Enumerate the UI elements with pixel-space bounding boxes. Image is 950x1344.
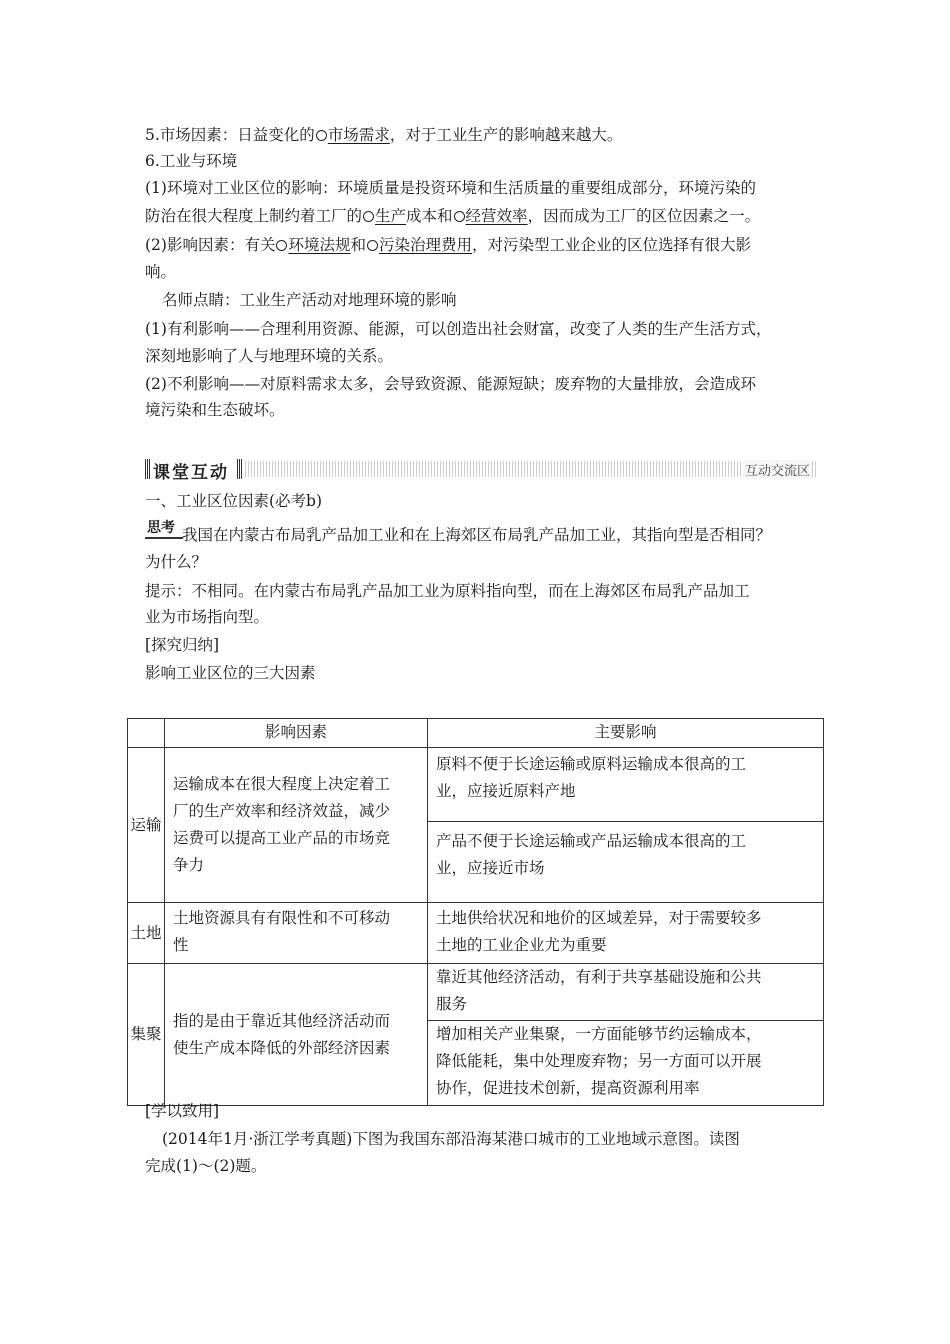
apply-label: [学以致用] — [145, 1102, 220, 1120]
influence-factors-text-mid: 和 — [350, 236, 366, 254]
exam-question-line-2: 完成(1)～(2)题。 — [145, 1157, 267, 1175]
land-factor-line: 土地资源具有有限性和不可移动 — [173, 909, 391, 927]
effect-line: 业，应接近原料产地 — [436, 782, 576, 800]
transport-factor-line: 厂的生产效率和经济效益，减少 — [173, 802, 391, 820]
answer-line-2: 业为市场指向型。 — [145, 608, 270, 626]
circle-icon — [316, 130, 327, 141]
market-factor-text: 5.市场因素：日益变化的 — [145, 126, 315, 144]
pollution-control-cost-term: 污染治理费用 — [379, 236, 473, 254]
operating-efficiency-term: 经营效率 — [465, 207, 528, 225]
effect-line: 服务 — [436, 995, 468, 1013]
question-line-2: 为什么？ — [145, 553, 208, 571]
positive-impact-line-2: 深刻地影响了人与地理环境的关系。 — [145, 347, 394, 365]
explore-summary-label: [探究归纳] — [145, 636, 220, 654]
environmental-regulations-term: 环境法规 — [288, 236, 351, 254]
effect-line: 协作，促进技术创新，提高资源利用率 — [436, 1079, 700, 1097]
table-title: 影响工业区位的三大因素 — [145, 664, 316, 682]
effect-line: 原料不便于长途运输或原料运输成本很高的工 — [436, 755, 747, 773]
section-heading: 一、工业区位因素(必考b) — [145, 492, 323, 510]
think-tag-label: 思考 — [147, 520, 175, 536]
production-term: 生产 — [375, 207, 407, 225]
transport-effect-raw-material — [428, 748, 824, 822]
think-tag — [145, 519, 179, 537]
class-interaction-banner — [145, 459, 818, 483]
transport-effect-product — [428, 822, 824, 903]
transport-factor-cell — [165, 748, 428, 903]
agglomeration-effect-shared — [428, 964, 824, 1021]
transport-factor-line: 运输成本在很大程度上决定着工 — [173, 775, 391, 793]
banner-right-label: 互动交流区 — [743, 460, 812, 479]
row-label-agglomeration: 集聚 — [128, 964, 165, 1106]
table-row — [128, 964, 824, 1021]
think-tag-underline — [145, 537, 183, 539]
circle-icon — [454, 211, 465, 222]
effect-line: 土地供给状况和地价的区域差异，对于需要较多 — [436, 909, 762, 927]
banner-bar-separator — [237, 459, 242, 479]
header-main-effect: 主要影响 — [428, 719, 824, 748]
negative-impact-line-1: (2)不利影响——对原料需求太多，会导致资源、能源短缺；废弃物的大量排放，会造成环 — [145, 375, 756, 393]
market-factor-text-end: ，对于工业生产的影响越来越大。 — [389, 126, 623, 144]
influence-factors-line-1 — [145, 234, 751, 256]
env-impact-text: 防治在很大程度上制约着工厂的 — [145, 207, 363, 225]
exam-question-line-1: (2014年1月·浙江学考真题)下图为我国东部沿海某港口城市的工业地域示意图。读图 — [162, 1130, 740, 1148]
land-factor-cell — [165, 903, 428, 964]
effect-line: 靠近其他经济活动，有利于共享基础设施和公共 — [436, 968, 762, 986]
banner-title: 课堂互动 — [153, 463, 229, 483]
table-row — [128, 903, 824, 964]
circle-icon — [363, 211, 374, 222]
agglomeration-factor-cell — [165, 964, 428, 1106]
env-impact-text-end: ，因而成为工厂的区位因素之一。 — [527, 207, 761, 225]
banner-dotted-fill — [245, 461, 818, 477]
effect-line: 降低能耗，集中处理废弃物；另一方面可以开展 — [436, 1052, 762, 1070]
industrial-location-table — [127, 718, 824, 1106]
env-impact-line-2 — [145, 205, 760, 227]
influence-factors-text-end: ，对污染型工业企业的区位选择有很大影 — [472, 236, 752, 254]
effect-line: 土地的工业企业尤为重要 — [436, 936, 607, 954]
tip-title: 名师点睛：工业生产活动对地理环境的影响 — [162, 291, 457, 309]
land-effect-cell — [428, 903, 824, 964]
market-demand-term: 市场需求 — [327, 126, 390, 144]
effect-line: 产品不便于长途运输或产品运输成本很高的工 — [436, 832, 747, 850]
circle-icon — [276, 240, 287, 251]
row-label-transport: 运输 — [128, 748, 165, 903]
agglomeration-factor-line: 指的是由于靠近其他经济活动而 — [173, 1011, 391, 1030]
transport-factor-line: 运费可以提高工业产品的市场竞 — [173, 829, 391, 847]
heading-industry-environment: 6.工业与环境 — [145, 152, 238, 170]
agglomeration-effect-cluster — [428, 1021, 824, 1106]
effect-line: 增加相关产业集聚，一方面能够节约运输成本， — [436, 1025, 762, 1043]
env-impact-line-1: (1)环境对工业区位的影响：环境质量是投资环境和生活质量的重要组成部分，环境污染的 — [145, 179, 756, 197]
table-header-row — [128, 719, 824, 748]
market-factor-paragraph — [145, 124, 622, 146]
table-row — [128, 748, 824, 822]
land-factor-line: 性 — [173, 936, 189, 954]
negative-impact-line-2: 境污染和生态破坏。 — [145, 401, 285, 419]
circle-icon — [367, 240, 378, 251]
question-line-1: 我国在内蒙古布局乳产品加工业和在上海郊区布局乳产品加工业，其指向型是否相同？ — [182, 526, 772, 544]
agglomeration-factor-line: 使生产成本降低的外部经济因素 — [173, 1038, 391, 1057]
influence-factors-text: (2)影响因素：有关 — [145, 236, 276, 254]
banner-bar-left — [145, 459, 150, 479]
header-empty-cell — [128, 719, 165, 748]
positive-impact-line-1: (1)有利影响——合理利用资源、能源，可以创造出社会财富，改变了人类的生产生活方式， — [145, 320, 772, 338]
effect-line: 业，应接近市场 — [436, 859, 545, 877]
header-factor: 影响因素 — [165, 719, 428, 748]
influence-factors-line-2: 响。 — [145, 263, 177, 281]
answer-line-1: 提示：不相同。在内蒙古布局乳产品加工业为原料指向型，而在上海郊区布局乳产品加工 — [145, 582, 750, 600]
env-impact-text-mid: 成本和 — [406, 207, 453, 225]
row-label-land: 土地 — [128, 903, 165, 964]
transport-factor-line: 争力 — [173, 856, 205, 874]
